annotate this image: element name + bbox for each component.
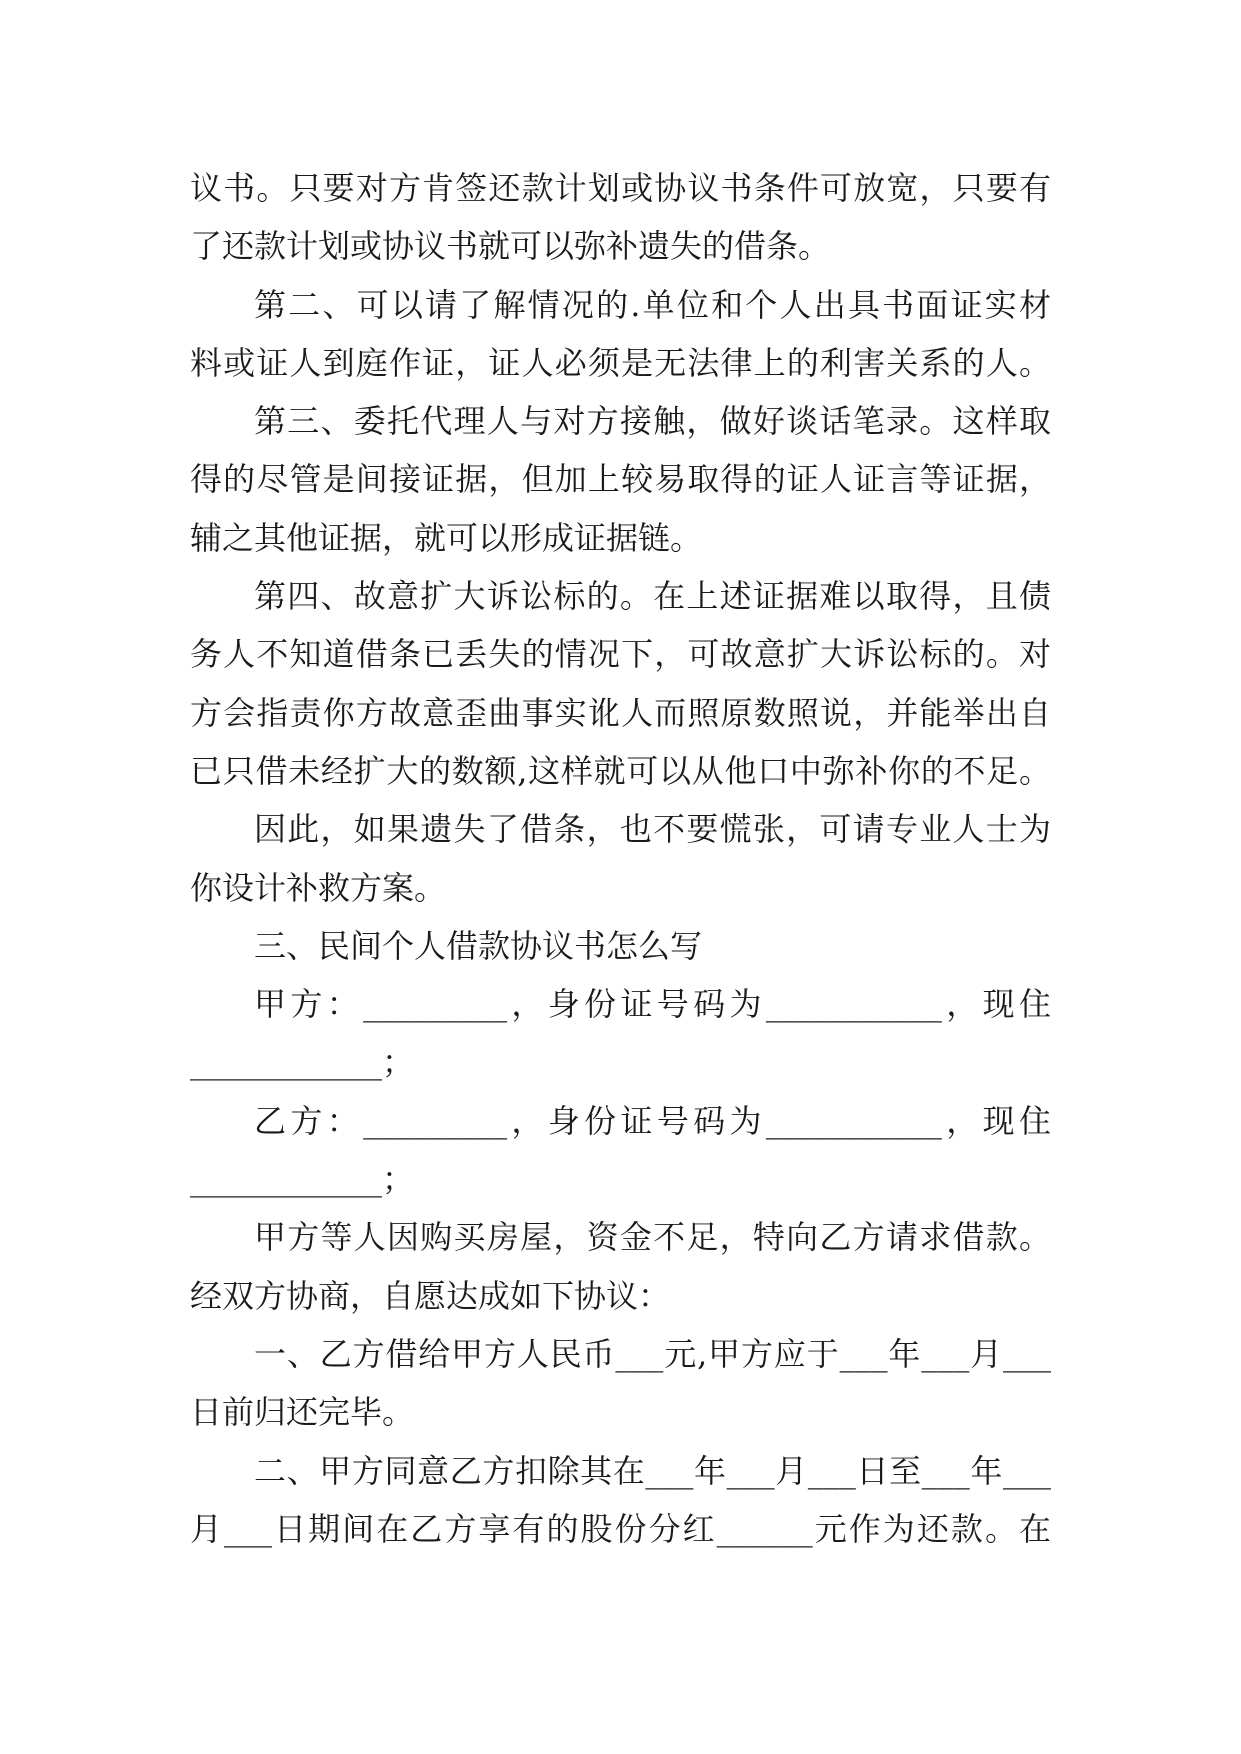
text-line: 甲方：_________，身份证号码为___________，现住 bbox=[254, 985, 1051, 1024]
text-line: 甲方等人因购买房屋，资金不足，特向乙方请求借款。 bbox=[254, 1218, 1051, 1257]
paragraph-conclusion bbox=[190, 800, 1051, 917]
text-line: 日前归还完毕。 bbox=[190, 1393, 415, 1432]
text-line: 料或证人到庭作证，证人必须是无法律上的利害关系的人。 bbox=[190, 343, 1051, 382]
party-a-line bbox=[190, 975, 1051, 1092]
text-line: 第三、委托代理人与对方接触，做好谈话笔录。这样取 bbox=[254, 402, 1051, 441]
text-line: 已只借未经扩大的数额,这样就可以从他口中弥补你的不足。 bbox=[190, 751, 1051, 790]
text-line: ____________； bbox=[190, 1043, 415, 1082]
section-heading-text: 三、民间个人借款协议书怎么写 bbox=[254, 926, 703, 965]
text-line: 第二、可以请了解情况的.单位和个人出具书面证实材 bbox=[254, 285, 1051, 324]
text-line: 方会指责你方故意歪曲事实讹人而照原数照说，并能举出自 bbox=[190, 693, 1051, 732]
text-line: 月___日期间在乙方享有的股份分红______元作为还款。在 bbox=[190, 1509, 1051, 1548]
paragraph-point-three bbox=[190, 392, 1051, 567]
text-line: 因此，如果遗失了借条，也不要慌张，可请专业人士为 bbox=[254, 810, 1051, 849]
clause-two bbox=[190, 1442, 1051, 1559]
agreement-preamble bbox=[190, 1208, 1051, 1325]
text-line: 二、甲方同意乙方扣除其在___年___月___日至___年___ bbox=[254, 1451, 1051, 1490]
text-line: ____________； bbox=[190, 1160, 415, 1199]
text-line: 辅之其他证据，就可以形成证据链。 bbox=[190, 518, 703, 557]
clause-one bbox=[190, 1325, 1051, 1442]
party-b-line bbox=[190, 1092, 1051, 1209]
text-line: 议书。只要对方肯签还款计划或协议书条件可放宽，只要有 bbox=[190, 169, 1051, 207]
section-heading bbox=[190, 917, 1051, 975]
paragraph-point-two bbox=[190, 276, 1051, 393]
text-line: 乙方：_________，身份证号码为___________，现住 bbox=[254, 1101, 1051, 1140]
text-line: 第四、故意扩大诉讼标的。在上述证据难以取得，且债 bbox=[254, 577, 1051, 616]
paragraph-continued bbox=[190, 159, 1051, 276]
text-line: 你设计补救方案。 bbox=[190, 868, 447, 907]
text-line: 务人不知道借条已丢失的情况下，可故意扩大诉讼标的。对 bbox=[190, 635, 1051, 674]
document-body bbox=[190, 159, 1051, 1558]
text-line: 经双方协商，自愿达成如下协议： bbox=[190, 1276, 671, 1315]
text-line: 了还款计划或协议书就可以弥补遗失的借条。 bbox=[190, 227, 831, 266]
text-line: 一、乙方借给甲方人民币___元,甲方应于___年___月___ bbox=[254, 1334, 1051, 1373]
paragraph-point-four bbox=[190, 567, 1051, 800]
text-line: 得的尽管是间接证据，但加上较易取得的证人证言等证据， bbox=[190, 460, 1051, 499]
